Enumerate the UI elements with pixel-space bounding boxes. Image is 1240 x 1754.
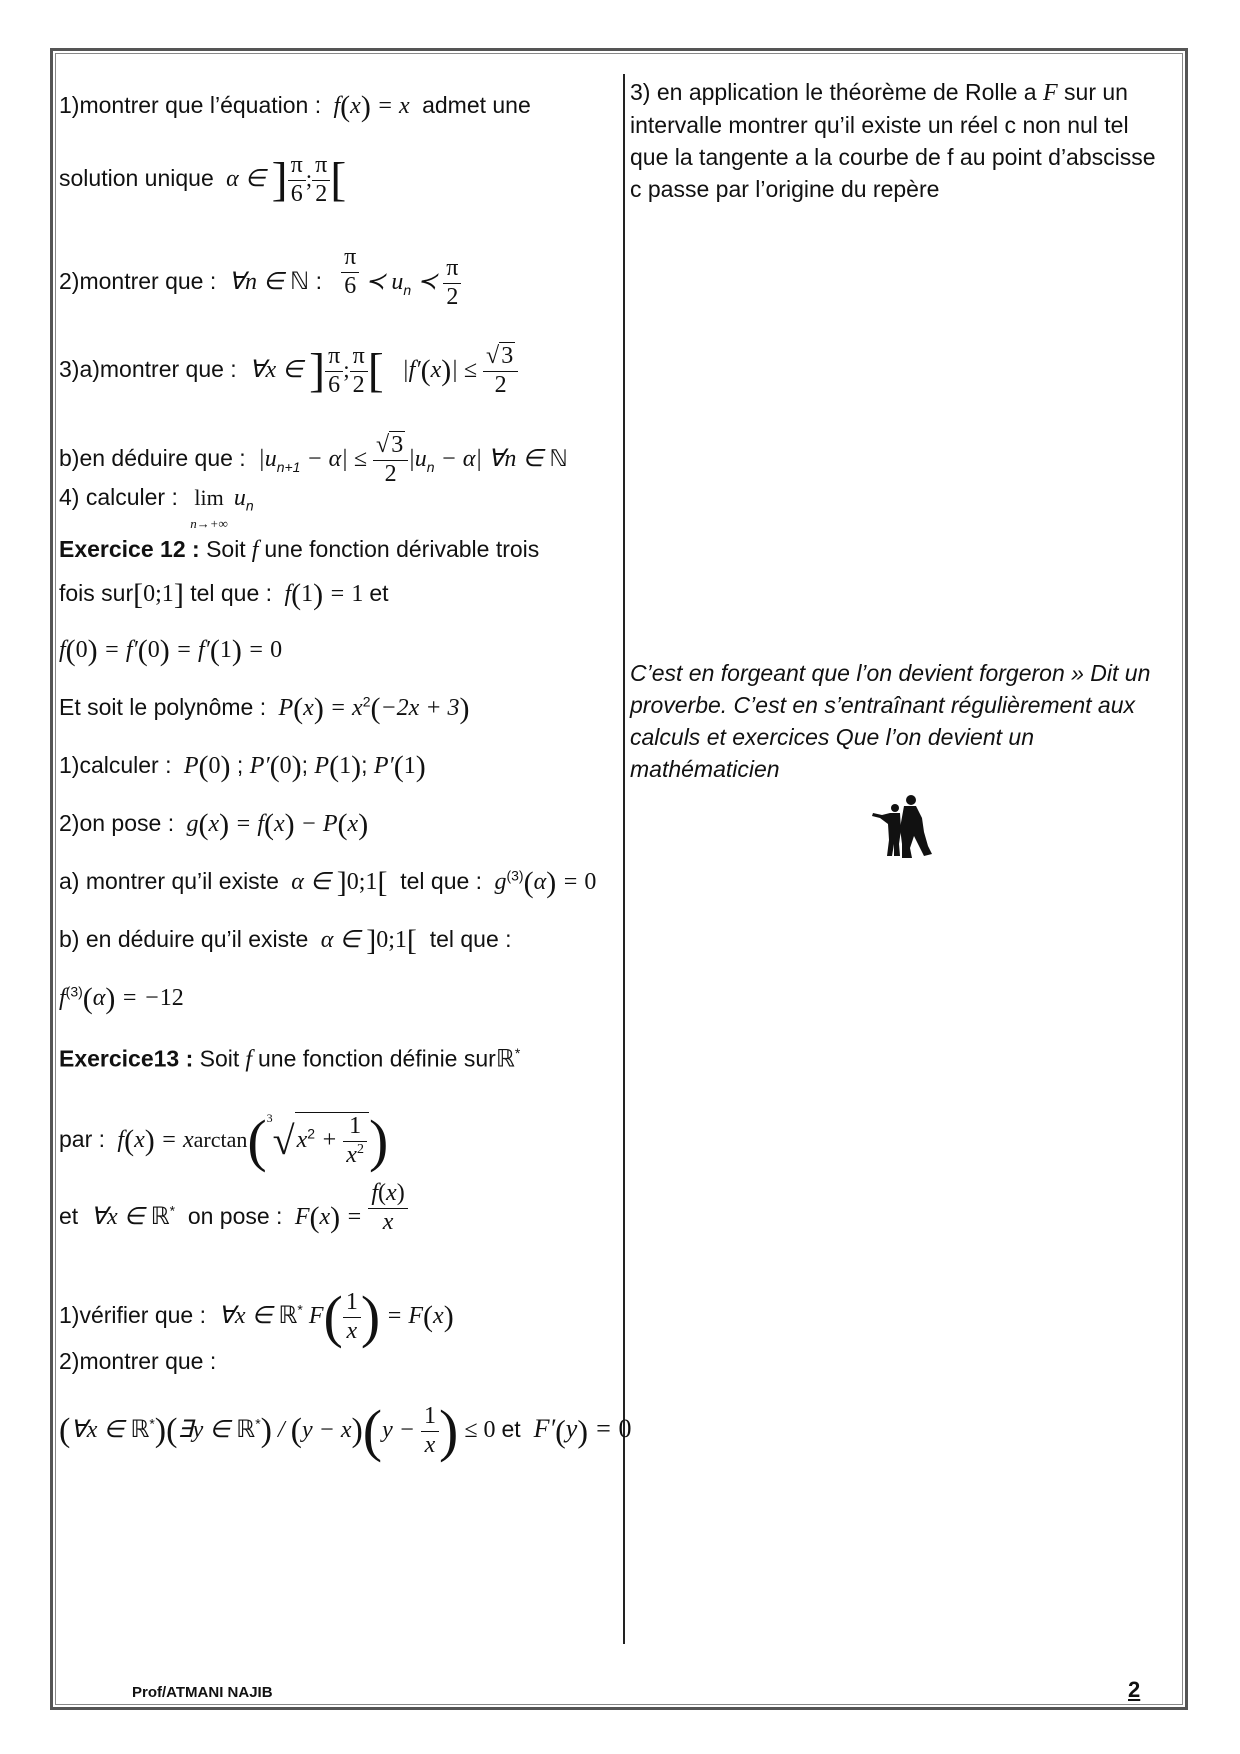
text: 1)montrer que l’équation : xyxy=(59,92,322,119)
left-line-6: 4) calculer : lim n→+∞ $u_n$ xyxy=(59,484,254,531)
polynomial-line: Et soit le polynôme : $P(x) = x^2(-2x + 3)$ xyxy=(59,692,470,725)
text: 2)montrer que : xyxy=(59,268,217,295)
text: b)en déduire que : xyxy=(59,445,246,472)
text: tel que : xyxy=(190,580,273,607)
part-b-line: b) en déduire qu’il existe α ∈ ]0;1[ tel que : xyxy=(59,924,512,957)
text: admet une xyxy=(422,92,531,119)
exercise-13-def-line: par : $f(x) = xarctan(^3√x^2$ + $\frac{1}{x^2}$ ) xyxy=(59,1108,389,1173)
exercise-13-title-line: Exercice13 : Soit f une fonction définie surℝ* xyxy=(59,1045,521,1073)
text: tel que : xyxy=(429,926,512,953)
text: solution unique xyxy=(59,165,214,192)
page-number: 2 xyxy=(1128,1677,1141,1702)
exercise-12-title-line: Exercice 12 : Soit f une fonction dérivable trois xyxy=(59,536,540,563)
text: fois sur xyxy=(59,580,134,607)
text: 1)vérifier que : xyxy=(59,1302,207,1329)
adult-child-silhouette-icon xyxy=(868,794,938,860)
text: Soit xyxy=(206,536,246,562)
text: Et soit le polynôme : xyxy=(59,694,267,721)
text: par : xyxy=(59,1126,106,1153)
left-line-4: 3)a)montrer que : ∀x ∈ ] $\frac{\pi}{6}$ ; $\frac{\pi}{2}$ [ |f′(x)| ≤ $\frac{√3}{2}$ xyxy=(59,343,518,399)
proverb-quote xyxy=(630,657,1170,785)
text: une fonction dérivable trois xyxy=(264,536,540,562)
rolle-paragraph xyxy=(630,76,1170,205)
calc-line: 1)calculer : P(0) ; P′(0); P(1); P′(1) xyxy=(59,750,426,783)
left-line-2: solution unique α ∈ ] $\frac{\pi}{6}$ ; $\frac{\pi}{2}$ [ xyxy=(59,152,347,207)
left-line-5: b)en déduire que : $|u_{n+1} - \alpha|$ ≤ $\frac{√3}{2}$ $|u_n - \alpha|$ ∀n ∈ ℕ xyxy=(59,432,568,487)
exercise-12-line-2: fois sur[0;1] tel que : f(1) = 1 et xyxy=(59,578,389,611)
text: et xyxy=(369,580,389,607)
exercise-12-title: Exercice 12 : xyxy=(59,536,200,562)
math-F: F xyxy=(1042,80,1058,106)
left-line-1: 1)montrer que l’équation : f(x) = x admet une xyxy=(59,90,531,123)
text: une fonction définie sur xyxy=(257,1045,496,1072)
exercise-13-F-line: et ∀x ∈ ℝ* on pose : F(x) = $\frac{f(x)}{x}$ xyxy=(59,1200,408,1236)
text: Soit xyxy=(199,1045,240,1072)
text: 4) calculer : xyxy=(59,484,178,510)
final-condition-line: (∀x ∈ ℝ*)(∃y ∈ ℝ*) / (y − x)(y − $\frac{1}{x}$ ) ≤ 0 et F′(y) = 0 xyxy=(59,1398,632,1463)
part-b-result-line: $f^{(3)}(\alpha) = -12$ xyxy=(59,982,184,1015)
text: b) en déduire qu’il existe xyxy=(59,926,309,953)
text: tel que : xyxy=(400,868,483,895)
exercise-12-line-3: f(0) = f′(0) = f′(1) = 0 xyxy=(59,634,283,667)
text: 3) en application le théorème de Rolle a xyxy=(630,79,1037,105)
pose-line: 2)on pose : g(x) = f(x) − P(x) xyxy=(59,808,369,841)
text: et xyxy=(501,1416,521,1443)
author-label: Prof/ATMANI NAJIB xyxy=(132,1684,273,1701)
text: C’est en forgeant que l’on devient forgeron » Dit un proverbe. C’est en s’entraînant régulièrement aux calculs et exercices Que l’on devient un mathématicien xyxy=(630,660,1151,782)
text: 2)montrer que : xyxy=(59,1348,217,1374)
show-line xyxy=(59,1350,216,1373)
text: sur un intervalle montrer qu’il existe un réel c non nul tel que la tangente a la courbe de f au point d’abscisse c passe par l’origine du repère xyxy=(630,79,1156,202)
left-line-3: 2)montrer que : ∀n ∈ ℕ : $\frac{\pi}{6}$ ≺ $u_n$ ≺ $\frac{\pi}{2}$ xyxy=(59,255,461,311)
text: 3)a)montrer que : xyxy=(59,356,237,383)
exercise-13-title: Exercice13 : xyxy=(59,1045,194,1072)
text: 1)calculer : xyxy=(59,752,172,779)
text: 2)on pose : xyxy=(59,810,175,837)
text: et xyxy=(59,1203,79,1230)
text: on pose : xyxy=(187,1203,283,1230)
text: a) montrer qu’il existe xyxy=(59,868,279,895)
part-a-line: a) montrer qu’il existe α ∈ ]0;1[ tel que : $g^{(3)}(\alpha) = 0$ xyxy=(59,866,597,899)
verify-line: 1)vérifier que : ∀x ∈ ℝ* F( $\frac{1}{x}$ ) = F(x) xyxy=(59,1284,454,1349)
